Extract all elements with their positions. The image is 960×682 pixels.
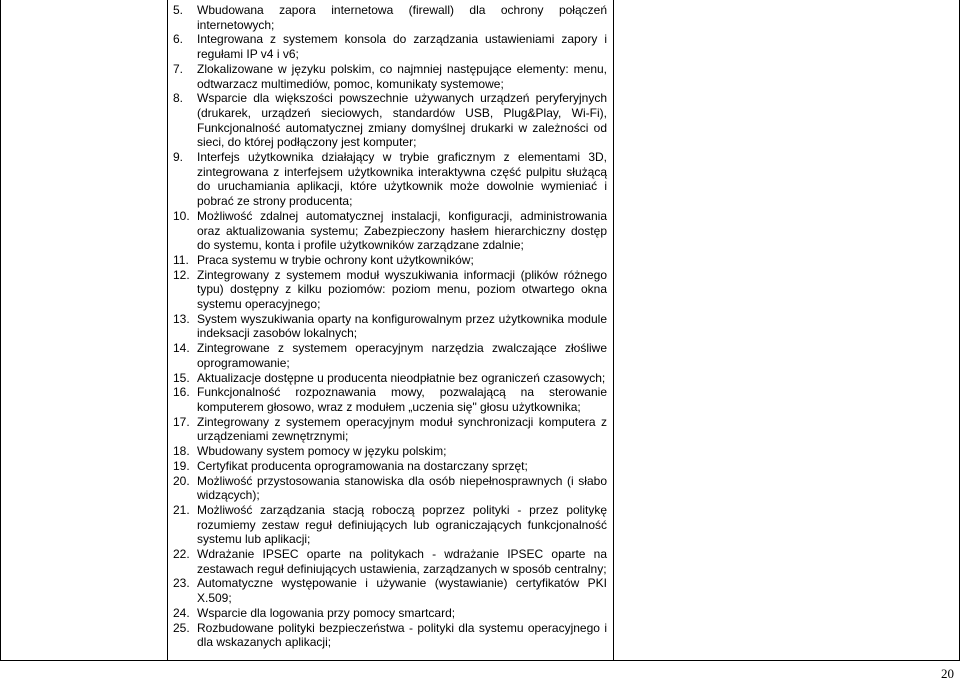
- item-number: 10.: [173, 208, 190, 223]
- list-item: [173, 341, 607, 370]
- item-text: Możliwość zdalnej automatycznej instalacji, konfiguracji, administrowania oraz aktualizowania systemu; Zabezpieczony hasłem hierarchiczny dostęp do systemu, konta i profile użytkowników zarządzane zdalnie;: [197, 208, 607, 253]
- list-item: [173, 576, 607, 605]
- list-item: [173, 385, 607, 414]
- item-text: Certyfikat producenta oprogramowania na dostarczany sprzęt;: [197, 458, 528, 473]
- item-number: 9.: [173, 150, 184, 165]
- item-text: Funkcjonalność rozpoznawania mowy, pozwalającą na sterowanie komputerem głosowo, wraz z modułem „uczenia się" głosu użytkownika;: [197, 385, 607, 414]
- item-text: Wsparcie dla większości powszechnie używanych urządzeń peryferyjnych (drukarek, urządzeń sieciowych, standardów USB, Plug&Play, Wi-Fi), Funkcjonalność automatycznej zmiany domyślnej drukarki w zależności od sieci, do której podłączony jest komputer;: [197, 91, 607, 150]
- item-number: 14.: [173, 341, 190, 356]
- item-number: 5.: [173, 3, 184, 17]
- table-content-column: [168, 0, 613, 660]
- item-text: Wbudowana zapora internetowa (firewall) dla ochrony połączeń internetowych;: [197, 3, 607, 32]
- item-text: Zintegrowany z systemem moduł wyszukiwania informacji (plików różnego typu) dostępny z kilku poziomów: poziom menu, poziom otwartego okna systemu operacyjnego;: [197, 267, 607, 312]
- list-item: [173, 415, 607, 444]
- item-number: 22.: [173, 547, 190, 562]
- list-item: [173, 621, 607, 650]
- item-number: 18.: [173, 444, 190, 459]
- requirements-list: [173, 3, 607, 650]
- item-number: 20.: [173, 473, 190, 488]
- item-number: 25.: [173, 620, 190, 635]
- page-number: 20: [941, 666, 954, 681]
- list-item: [173, 268, 607, 312]
- list-item: [173, 253, 607, 268]
- item-text: Automatyczne występowanie i używanie (wystawianie) certyfikatów PKI X.509;: [197, 576, 607, 606]
- item-text: Integrowana z systemem konsola do zarządzania ustawieniami zapory i regułami IP v4 i v6;: [197, 32, 607, 62]
- item-text: Wbudowany system pomocy w języku polskim;: [197, 444, 447, 459]
- list-item: [173, 547, 607, 576]
- list-item: [173, 474, 607, 503]
- item-number: 23.: [173, 576, 190, 591]
- item-number: 8.: [173, 91, 184, 106]
- item-text: Wdrażanie IPSEC oparte na politykach - wdrażanie IPSEC oparte na zestawach reguł definiujących ustawienia, zarządzanych w sposób centralny;: [197, 547, 607, 576]
- list-item: [173, 150, 607, 209]
- item-text: Zlokalizowane w języku polskim, co najmniej następujące elementy: menu, odtwarzacz multimediów, pomoc, komunikaty systemowe;: [197, 61, 607, 91]
- item-text: Aktualizacje dostępne u producenta nieodpłatnie bez ograniczeń czasowych;: [197, 370, 606, 385]
- item-number: 7.: [173, 61, 184, 76]
- list-item: [173, 606, 607, 621]
- list-item: [173, 62, 607, 91]
- column-divider: [167, 0, 168, 661]
- item-text: Możliwość zarządzania stacją roboczą poprzez polityki - przez politykę rozumiemy zestaw reguł definiujących lub ograniczających funkcjonalność systemu lub aplikacji;: [197, 502, 607, 547]
- item-number: 15.: [173, 370, 190, 385]
- item-text: System wyszukiwania oparty na konfigurowalnym przez użytkownika module indeksacji zasobów lokalnych;: [197, 311, 607, 341]
- list-item: [173, 3, 607, 32]
- item-number: 12.: [173, 267, 190, 282]
- item-text: Zintegrowane z systemem operacyjnym narzędzia zwalczające złośliwe oprogramowanie;: [197, 341, 607, 370]
- item-text: Możliwość przystosowania stanowiska dla osób niepełnosprawnych (i słabo widzących);: [197, 473, 607, 503]
- item-number: 24.: [173, 605, 190, 620]
- list-item: [173, 312, 607, 341]
- list-item: [173, 444, 607, 459]
- list-item: [173, 32, 607, 61]
- item-text: Praca systemu w trybie ochrony kont użytkowników;: [197, 252, 474, 267]
- item-text: Zintegrowany z systemem operacyjnym moduł synchronizacji komputera z urządzeniami zewnętrznymi;: [197, 414, 607, 444]
- table-left-column: [0, 0, 167, 660]
- table-border-left: [0, 0, 1, 661]
- item-number: 19.: [173, 458, 190, 473]
- list-item: [173, 91, 607, 150]
- table-border-bottom: [0, 660, 960, 661]
- list-item: [173, 459, 607, 474]
- list-item: [173, 209, 607, 253]
- item-number: 21.: [173, 502, 190, 517]
- item-number: 17.: [173, 414, 190, 429]
- item-text: Wsparcie dla logowania przy pomocy smartcard;: [197, 605, 456, 620]
- item-number: 6.: [173, 32, 184, 47]
- column-divider: [613, 0, 614, 661]
- item-number: 11.: [173, 252, 189, 267]
- item-number: 16.: [173, 385, 190, 400]
- item-text: Rozbudowane polityki bezpieczeństwa - polityki dla systemu operacyjnego i dla wskazanych aplikacji;: [197, 620, 607, 650]
- list-item: [173, 503, 607, 547]
- item-text: Interfejs użytkownika działający w trybie graficznym z elementami 3D, zintegrowana z interfejsem użytkownika interaktywna część pulpitu służącą do uruchamiania aplikacji, które użytkownik może dowolnie wymieniać i pobrać ze strony producenta;: [197, 150, 607, 209]
- item-number: 13.: [173, 311, 190, 326]
- list-item: [173, 371, 607, 386]
- table-right-column: [614, 0, 960, 660]
